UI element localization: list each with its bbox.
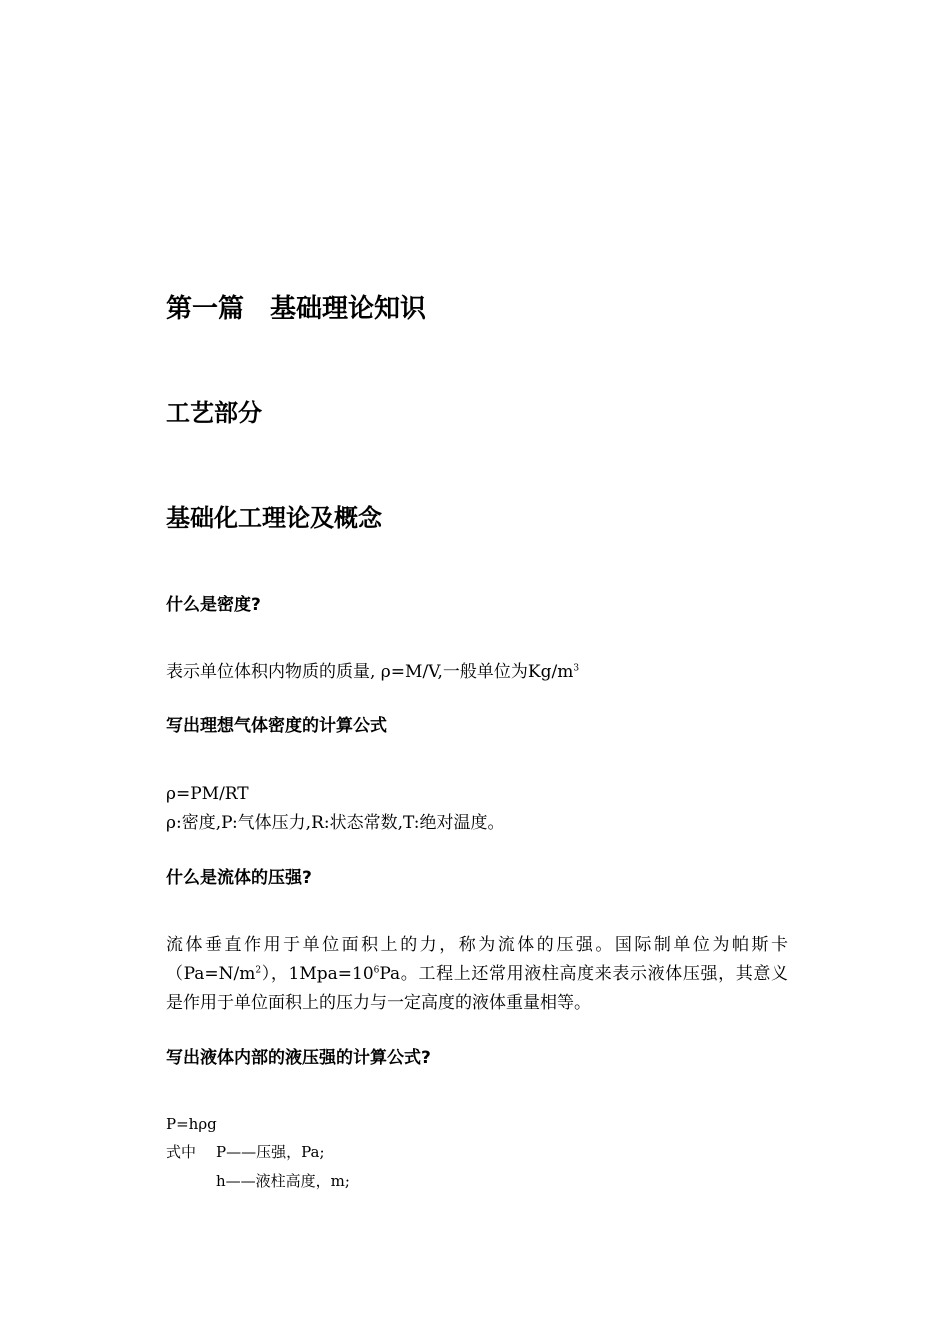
power-exponent: 6 [373,965,380,976]
formula-where-label: 式中 [166,1143,197,1161]
formula-ideal-gas-density: ρ=PM/RT [166,784,249,804]
question-ideal-gas-density: 写出理想气体密度的计算公式 [166,716,387,736]
question-density: 什么是密度? [166,595,261,615]
answer-fluid-pressure [166,931,788,1018]
answer-density [166,660,579,684]
answer-fluid-pressure-part-b: ），1Mpa=10 [261,964,374,984]
part-heading [166,292,426,326]
formula-liquid-pressure: P=hρg [166,1115,217,1133]
section-heading: 工艺部分 [166,399,262,427]
question-fluid-pressure: 什么是流体的压强? [166,868,312,888]
formula-legend: ρ:密度,P:气体压力,R:状态常数,T:绝对温度。 [166,813,505,833]
answer-density-text: 表示单位体积内物质的质量, ρ=M/V,一般单位为Kg/m [166,662,574,682]
part-title: 基础理论知识 [270,294,427,324]
answer-fluid-pressure-part-c: Pa。工程上还常用液柱高度来表示液体压强，其意义是作用于单位面积上的压力与一定高度的液体重量相等。 [166,964,788,1013]
answer-density-exponent: 3 [573,663,580,674]
part-number: 第一篇 [166,294,245,324]
formula-def-height: h——液柱高度，m; [216,1172,350,1190]
chapter-heading: 基础化工理论及概念 [166,504,382,532]
formula-def-pressure: P——压强，Pa; [216,1143,325,1161]
question-liquid-pressure: 写出液体内部的液压强的计算公式? [166,1048,431,1068]
answer-fluid-pressure-part-a: 流体垂直作用于单位面积上的力，称为流体的压强。国际制单位为帕斯卡（Pa=N/m [166,935,788,984]
unit-exponent: 2 [255,965,262,976]
